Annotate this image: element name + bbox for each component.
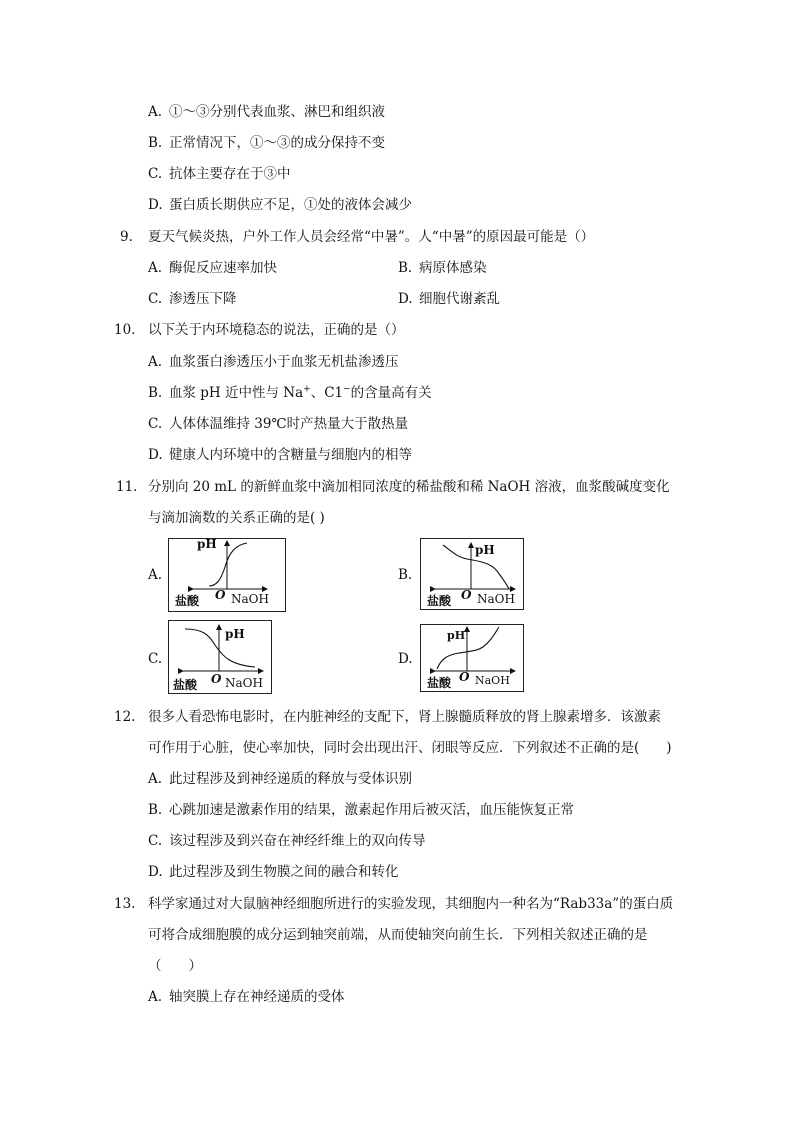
q8-option-d: D. 蛋白质长期供应不足，①处的液体会减少 (148, 197, 412, 213)
q13-stem-line1: 科学家通过对大鼠脑神经细胞所进行的实验发现，其细胞内一种名为“Rab33a”的蛋白质 (148, 896, 674, 912)
q13-option-a: A. 轴突膜上存在神经递质的受体 (148, 989, 345, 1005)
q11-option-a-letter: A. (148, 567, 163, 583)
q10-number: 10. (114, 322, 136, 338)
q9-option-b: B. 病原体感染 (398, 260, 487, 276)
right-label: NaOH (477, 592, 515, 606)
q11-option-c-letter: C. (148, 651, 163, 667)
origin-label: O (215, 588, 226, 602)
q9-number: 9. (120, 229, 133, 245)
q10-option-a: A. 血浆蛋白渗透压小于血浆无机盐渗透压 (148, 354, 399, 370)
q10-option-c: C. 人体体温维持 39℃时产热量大于散热量 (148, 416, 409, 432)
q9-option-a: A. 酶促反应速率加快 (148, 260, 277, 276)
q13-number: 13. (114, 896, 136, 912)
q11-number: 11. (116, 479, 138, 495)
left-label: 盐酸 (175, 594, 200, 608)
q12-option-a: A. 此过程涉及到神经递质的释放与受体识别 (148, 771, 412, 787)
left-label: 盐酸 (427, 676, 452, 690)
q11-option-b-letter: B. (398, 567, 413, 583)
q10-stem: 以下关于内环境稳态的说法，正确的是（） (148, 322, 405, 338)
q12-option-d: D. 此过程涉及到生物膜之间的融合和转化 (148, 864, 399, 880)
q10-option-d: D. 健康人内环境中的含糖量与细胞内的相等 (148, 447, 412, 463)
q12-stem-line1: 很多人看恐怖电影时，在内脏神经的支配下，肾上腺髓质释放的肾上腺素增多．该激素 (148, 709, 661, 725)
y-label: pH (475, 543, 495, 557)
right-label: NaOH (225, 676, 263, 690)
origin-label: O (459, 670, 470, 684)
left-label: 盐酸 (427, 594, 452, 608)
q8-option-b: B. 正常情况下，①～③的成分保持不变 (148, 135, 385, 151)
q11-graph-a (168, 538, 286, 612)
q8-option-c: C. 抗体主要存在于③中 (148, 166, 291, 182)
q13-stem-line3: （ ） (148, 958, 202, 974)
q12-number: 12. (114, 709, 136, 725)
origin-label: O (211, 672, 222, 686)
q11-stem-line1: 分别向 20 mL 的新鲜血浆中滴加相同浓度的稀盐酸和稀 NaOH 溶液，血浆酸碱度变化 (148, 479, 670, 495)
q11-option-d-letter: D. (398, 651, 413, 667)
q9-stem: 夏天气候炎热，户外工作人员会经常“中暑”。人“中暑”的原因最可能是（） (148, 229, 595, 245)
right-label: NaOH (475, 674, 510, 687)
origin-label: O (461, 588, 472, 602)
q11-graph-c (168, 620, 272, 694)
q9-option-c: C. 渗透压下降 (148, 291, 237, 307)
y-label: pH (447, 629, 466, 642)
q12-option-b: B. 心跳加速是激素作用的结果，激素起作用后被灭活，血压能恢复正常 (148, 802, 574, 818)
q12-stem-line2: 可作用于心脏，使心率加快，同时会出现出汗、闭眼等反应．下列叙述不正确的是( ) (148, 740, 672, 756)
right-label: NaOH (231, 592, 269, 606)
q11-stem-line2: 与滴加滴数的关系正确的是( ) (148, 510, 325, 526)
q13-stem-line2: 可将合成细胞膜的成分运到轴突前端，从而使轴突向前生长．下列相关叙述正确的是 (148, 927, 648, 943)
y-label: pH (225, 627, 245, 641)
left-label: 盐酸 (173, 678, 198, 692)
q8-option-a: A. ①～③分别代表血浆、淋巴和组织液 (148, 104, 385, 120)
q11-graph-d (420, 624, 524, 692)
q9-option-d: D. 细胞代谢紊乱 (398, 291, 500, 307)
q10-option-b: B. 血浆 pH 近中性与 Na+、C1−的含量高有关 (148, 384, 432, 401)
q11-graph-b (420, 538, 524, 610)
y-label: pH (197, 537, 217, 551)
q12-option-c: C. 该过程涉及到兴奋在神经纤维上的双向传导 (148, 833, 426, 849)
